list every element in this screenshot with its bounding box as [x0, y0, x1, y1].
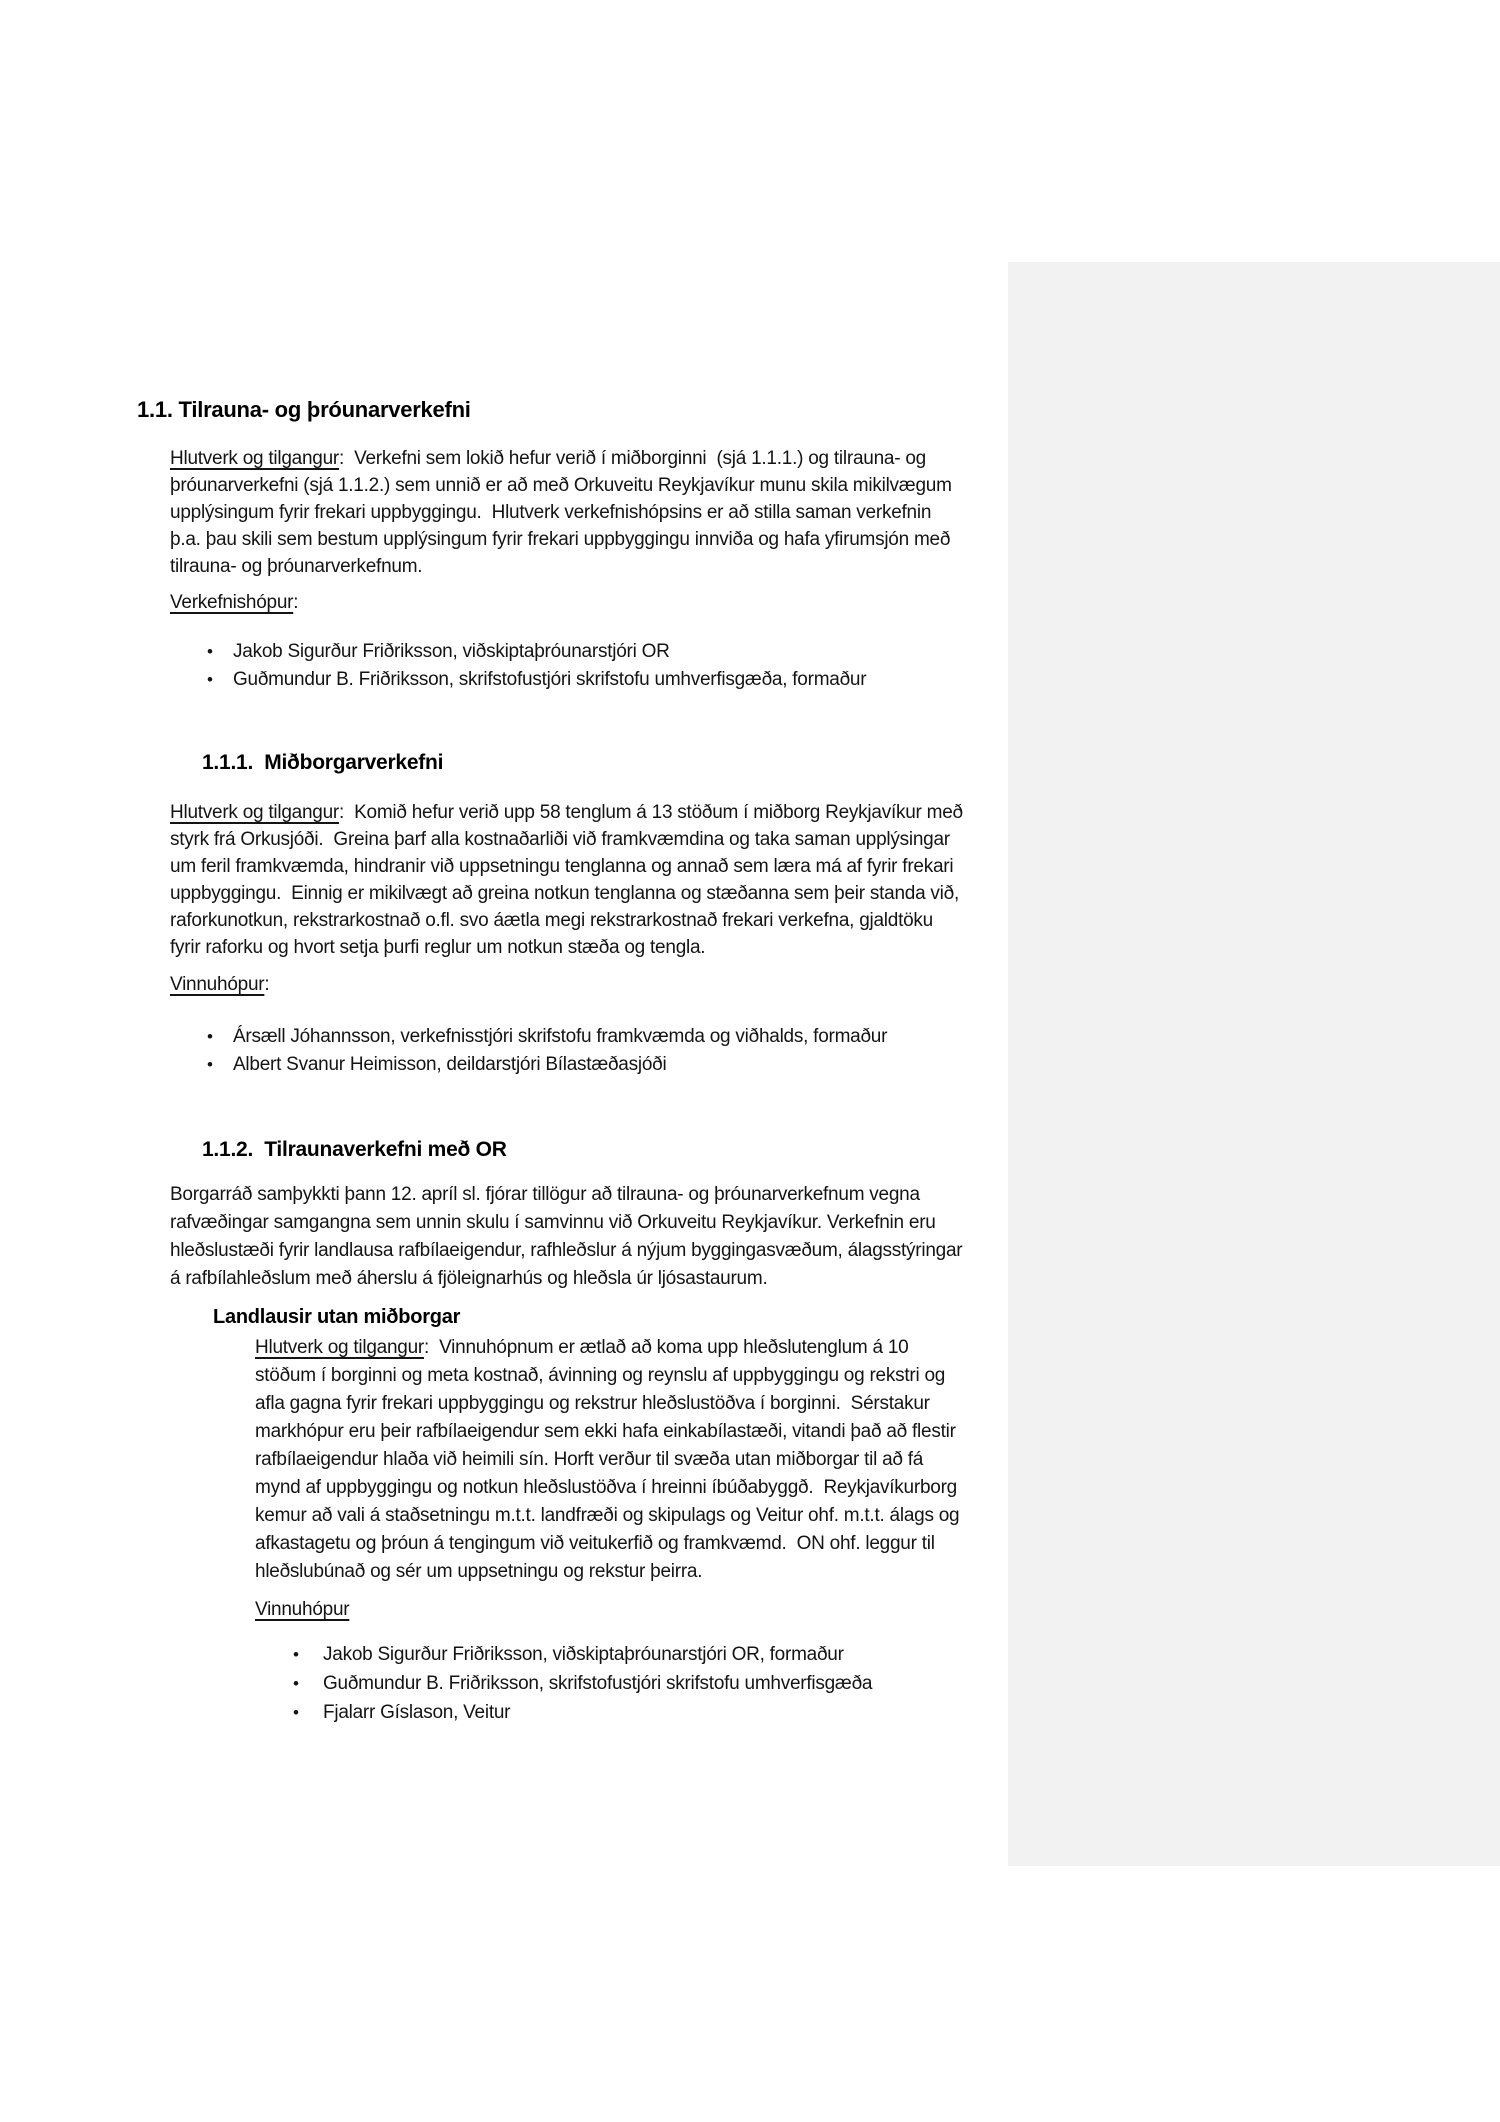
underlined-label: Vinnuhópur — [170, 974, 265, 995]
bullet-icon: • — [207, 1055, 213, 1074]
bullet-icon: • — [207, 1027, 213, 1046]
bullet-icon: • — [207, 670, 213, 689]
label-verkefnishopur — [170, 589, 1500, 616]
text-line: þ.a. þau skili sem bestum upplýsingum fyrir frekari uppbyggingu innviða og hafa yfirumsjón með — [170, 529, 951, 550]
text-line: afkastagetu og þróun á tengingum við veitukerfið og framkvæmd. ON ohf. leggur til — [255, 1533, 935, 1554]
label-vinnuhopur-1 — [170, 971, 1500, 998]
list-item — [0, 638, 1500, 666]
text-line: raforkunotkun, rekstrarkostnað o.fl. svo áætla megi rekstrarkostnað frekari verkefna, gjaldtöku — [170, 910, 933, 931]
text-line: Verkefnishópur: — [170, 592, 299, 613]
list-item-text: Albert Svanur Heimisson, deildarstjóri Bílastæðasjóði — [233, 1054, 667, 1075]
text-line: upplýsingum fyrir frekari uppbyggingu. Hlutverk verkefnishópsins er að stilla saman verkefnin — [170, 502, 932, 523]
underlined-label: Verkefnishópur — [170, 592, 294, 613]
text-line: rafvæðingar samgangna sem unnin skulu í samvinnu við Orkuveitu Reykjavíkur. Verkefnin eru — [170, 1212, 936, 1233]
list-item-text: Guðmundur B. Friðriksson, skrifstofustjóri skrifstofu umhverfisgæða — [323, 1673, 873, 1694]
label-vinnuhopur-2 — [255, 1596, 1500, 1623]
underlined-label: Vinnuhópur — [255, 1599, 350, 1620]
paragraph-hlutverk-landlausir — [255, 1334, 1500, 1586]
text-line: kemur að vali á staðsetningu m.t.t. landfræði og skipulags og Veitur ohf. m.t.t. álags og — [255, 1505, 960, 1526]
text-line: markhópur eru þeir rafbílaeigendur sem ekki hafa einkabílastæði, vitandi það að flestir — [255, 1421, 956, 1442]
section-heading-1-1-1: 1.1.1. Miðborgarverkefni — [202, 751, 444, 774]
text-line: uppbyggingu. Einnig er mikilvægt að greina notkun tenglanna og stæðanna sem þeir standa við, — [170, 883, 959, 904]
bullet-icon: • — [207, 642, 213, 661]
text-line: um feril framkvæmda, hindranir við uppsetningu tenglanna og annað sem læra má af fyrir frekari — [170, 856, 954, 877]
text-line: tilrauna- og þróunarverkefnum. — [170, 556, 423, 577]
text-line: Hlutverk og tilgangur: Vinnuhópnum er ætlað að koma upp hleðslutenglum á 10 — [255, 1337, 909, 1358]
text-line: Borgarráð samþykkti þann 12. apríl sl. fjórar tillögur að tilrauna- og þróunarverkefnum vegna — [170, 1184, 920, 1205]
text-line: fyrir raforku og hvort setja þurfi reglur um notkun stæða og tengla. — [170, 937, 706, 958]
section-heading-1-1-2: 1.1.2. Tilraunaverkefni með OR — [202, 1138, 507, 1161]
text-line: mynd af uppbyggingu og notkun hleðslustöðva í hreinni íbúðabyggð. Reykjavíkurborg — [255, 1477, 957, 1498]
text-line: hleðslubúnað og sér um uppsetningu og rekstur þeirra. — [255, 1561, 703, 1582]
section-heading-1-1: 1.1. Tilrauna- og þróunarverkefni — [137, 397, 471, 422]
text-line: Hlutverk og tilgangur: Verkefni sem lokið hefur verið í miðborginni (sjá 1.1.1.) og tilrauna- og — [170, 448, 926, 469]
list-item — [0, 666, 1500, 694]
list-item — [0, 1023, 1500, 1051]
list-item — [0, 1640, 1500, 1669]
paragraph-borgarrad — [170, 1181, 1500, 1293]
text-line: þróunarverkefni (sjá 1.1.2.) sem unnið er að með Orkuveitu Reykjavíkur munu skila mikilvægum — [170, 475, 952, 496]
underlined-label: Hlutverk og tilgangur — [255, 1337, 425, 1358]
text-line — [255, 1596, 1500, 1623]
list-item — [0, 1698, 1500, 1727]
text-line: hleðslustæði fyrir landlausa rafbílaeigendur, rafhleðslur á nýjum byggingasvæðum, álagsstýringar — [170, 1240, 963, 1261]
underlined-label: Hlutverk og tilgangur — [170, 802, 340, 823]
list-item-text: Guðmundur B. Friðriksson, skrifstofustjóri skrifstofu umhverfisgæða, formaður — [233, 669, 867, 690]
bullet-list-verkefnishopur — [0, 638, 1500, 694]
subsection-heading-landlausir: Landlausir utan miðborgar — [213, 1306, 461, 1328]
underlined-label: Hlutverk og tilgangur — [170, 448, 340, 469]
list-item-text: Jakob Sigurður Friðriksson, viðskiptaþróunarstjóri OR — [233, 641, 670, 662]
paragraph-hlutverk-1-1-1 — [170, 799, 1500, 961]
list-item — [0, 1051, 1500, 1079]
text-line: á rafbílahleðslum með áherslu á fjöleignarhús og hleðsla úr ljósastaurum. — [170, 1268, 768, 1289]
text-line: styrk frá Orkusjóði. Greina þarf alla kostnaðarliði við framkvæmdina og taka saman upplýsingar — [170, 829, 950, 850]
bullet-list-vinnuhopur-2 — [0, 1640, 1500, 1727]
bullet-icon: • — [293, 1703, 299, 1722]
bullet-list-vinnuhopur-1 — [0, 1023, 1500, 1079]
paragraph-hlutverk-1-1 — [170, 445, 1500, 580]
text-line: rafbílaeigendur hlaða við heimili sín. Horft verður til svæða utan miðborgar til að fá — [255, 1449, 924, 1470]
text-line: afla gagna fyrir frekari uppbyggingu og rekstrur hleðslustöðva í borginni. Sérstakur — [255, 1393, 930, 1414]
list-item-text: Jakob Sigurður Friðriksson, viðskiptaþróunarstjóri OR, formaður — [323, 1644, 844, 1665]
text-line: stöðum í borginni og meta kostnað, ávinning og reynslu af uppbyggingu og rekstri og — [255, 1365, 946, 1386]
text-line: Hlutverk og tilgangur: Komið hefur verið upp 58 tenglum á 13 stöðum í miðborg Reykjavíkur með — [170, 802, 963, 823]
bullet-icon: • — [293, 1645, 299, 1664]
text-line: Vinnuhópur: — [170, 974, 270, 995]
bullet-icon: • — [293, 1674, 299, 1693]
list-item-text: Fjalarr Gíslason, Veitur — [323, 1702, 511, 1723]
list-item — [0, 1669, 1500, 1698]
list-item-text: Ársæll Jóhannsson, verkefnisstjóri skrifstofu framkvæmda og viðhalds, formaður — [233, 1026, 888, 1047]
